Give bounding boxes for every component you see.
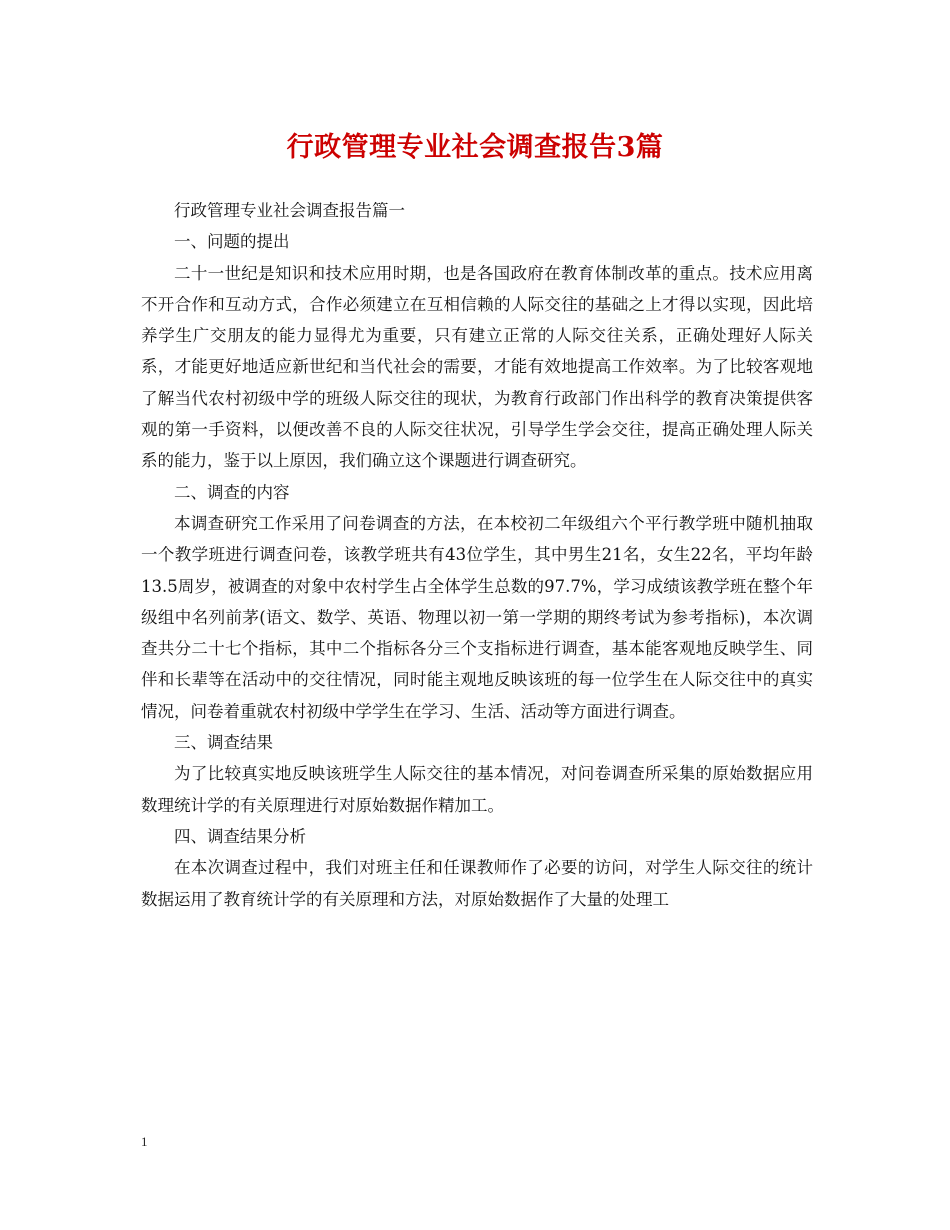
section-heading: 行政管理专业社会调查报告篇一 <box>174 201 405 220</box>
document-body <box>141 195 813 915</box>
document-title: 行政管理专业社会调查报告3篇 <box>286 132 664 163</box>
body-paragraph: 二十一世纪是知识和技术应用时期，也是各国政府在教育体制改革的重点。技术应用离不开合作和互动方式，合作必须建立在互相信赖的人际交往的基础之上才得以实现，因此培养学生广交朋友的能力显得尤为重要，只有建立正常的人际交往关系，正确处理好人际关系，才能更好地适应新世纪和当代社会的需要，才能有效地提高工作效率。为了比较客观地了解当代农村初级中学的班级人际交往的现状，为教育行政部门作出科学的教育决策提供客观的第一手资料，以便改善不良的人际交往状况，引导学生学会交往，提高正确处理人际关系的能力，鉴于以上原因，我们确立这个课题进行调查研究。 <box>141 263 813 471</box>
body-paragraph: 在本次调查过程中，我们对班主任和任课教师作了必要的访问，对学生人际交往的统计数据运用了教育统计学的有关原理和方法，对原始数据作了大量的处理工 <box>141 858 813 909</box>
section-heading: 二、调查的内容 <box>174 482 290 502</box>
body-paragraph: 为了比较真实地反映该班学生人际交往的基本情况，对问卷调查所采集的原始数据应用数理统计学的有关原理进行对原始数据作精加工。 <box>141 764 813 815</box>
section-heading: 一、问题的提出 <box>174 232 290 252</box>
page-number: 1 <box>141 1134 148 1149</box>
section-heading: 三、调查结果 <box>174 733 273 753</box>
section-heading: 四、调查结果分析 <box>174 826 306 846</box>
body-paragraph: 本调查研究工作采用了问卷调查的方法，在本校初二年级组六个平行教学班中随机抽取一个教学班进行调查问卷，该教学班共有43位学生，其中男生21名，女生22名，平均年龄13.5周岁，被调查的对象中农村学生占全体学生总数的97.7%，学习成绩该教学班在整个年级组中名列前茅(语文、数学、英语、物理以初一第一学期的期终考试为参考指标)，本次调查共分二十七个指标，其中二个指标各分三个支指标进行调查，基本能客观地反映学生、同伴和长辈等在活动中的交往情况，同时能主观地反映该班的每一位学生在人际交往中的真实情况，问卷着重就农村初级中学学生在学习、生活、活动等方面进行调查。 <box>141 513 813 721</box>
